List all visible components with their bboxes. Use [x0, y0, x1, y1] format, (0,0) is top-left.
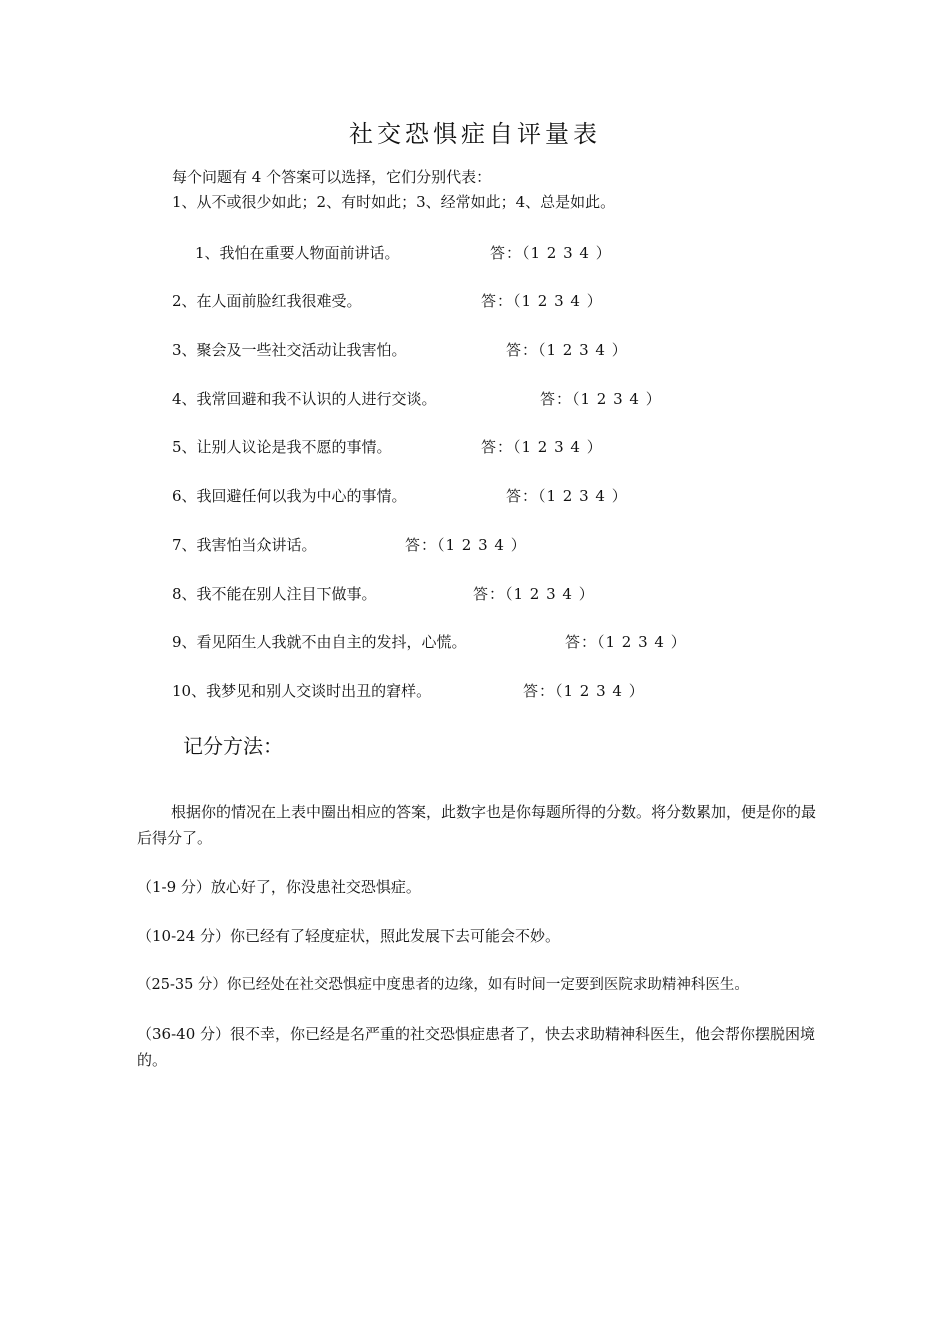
question-item: 8、我不能在别人注目下做事。 [172, 585, 377, 603]
question-item: 2、在人面前脸红我很难受。 [172, 292, 362, 310]
score-range-item: （1-9 分）放心好了，你没患社交恐惧症。 [137, 878, 421, 896]
answer-choices[interactable]: 答：（1 2 3 4 ） [473, 585, 595, 603]
answer-choices[interactable]: 答：（1 2 3 4 ） [405, 536, 527, 554]
question-item: 1、我怕在重要人物面前讲话。 [195, 244, 400, 262]
question-item: 5、让别人议论是我不愿的事情。 [172, 438, 392, 456]
answer-choices[interactable]: 答：（1 2 3 4 ） [565, 633, 687, 651]
intro-line-1: 每个问题有 4 个答案可以选择，它们分别代表： [172, 168, 492, 186]
score-range-item: （36-40 分）很不幸，你已经是名严重的社交恐惧症患者了，快去求助精神科医生，他会帮你摆脱困境的。 [137, 1025, 816, 1069]
question-item: 10、我梦见和别人交谈时出丑的窘样。 [172, 682, 432, 700]
question-item: 4、我常回避和我不认识的人进行交谈。 [172, 390, 437, 408]
answer-choices[interactable]: 答：（1 2 3 4 ） [523, 682, 645, 700]
scoring-instructions: 根据你的情况在上表中圈出相应的答案，此数字也是你每题所得的分数。将分数累加，便是你的最后得分了。 [137, 803, 817, 847]
question-item: 6、我回避任何以我为中心的事情。 [172, 487, 407, 505]
answer-choices[interactable]: 答：（1 2 3 4 ） [481, 292, 603, 310]
question-item: 7、我害怕当众讲话。 [172, 536, 317, 554]
score-range-item: （25-35 分）你已经处在社交恐惧症中度患者的边缘，如有时间一定要到医院求助精神科医生。 [137, 977, 749, 993]
score-range-item: （10-24 分）你已经有了轻度症状，照此发展下去可能会不妙。 [137, 927, 561, 945]
answer-choices[interactable]: 答：（1 2 3 4 ） [490, 244, 612, 262]
scoring-heading: 记分方法： [183, 734, 283, 758]
answer-choices[interactable]: 答：（1 2 3 4 ） [506, 487, 628, 505]
question-item: 3、聚会及一些社交活动让我害怕。 [172, 341, 407, 359]
question-item: 9、看见陌生人我就不由自主的发抖，心慌。 [172, 633, 467, 651]
answer-choices[interactable]: 答：（1 2 3 4 ） [540, 390, 662, 408]
intro-line-2: 1、从不或很少如此；2、有时如此；3、经常如此；4、总是如此。 [172, 193, 616, 211]
answer-choices[interactable]: 答：（1 2 3 4 ） [481, 438, 603, 456]
document-title: 社交恐惧症自评量表 [349, 120, 601, 148]
answer-choices[interactable]: 答：（1 2 3 4 ） [506, 341, 628, 359]
